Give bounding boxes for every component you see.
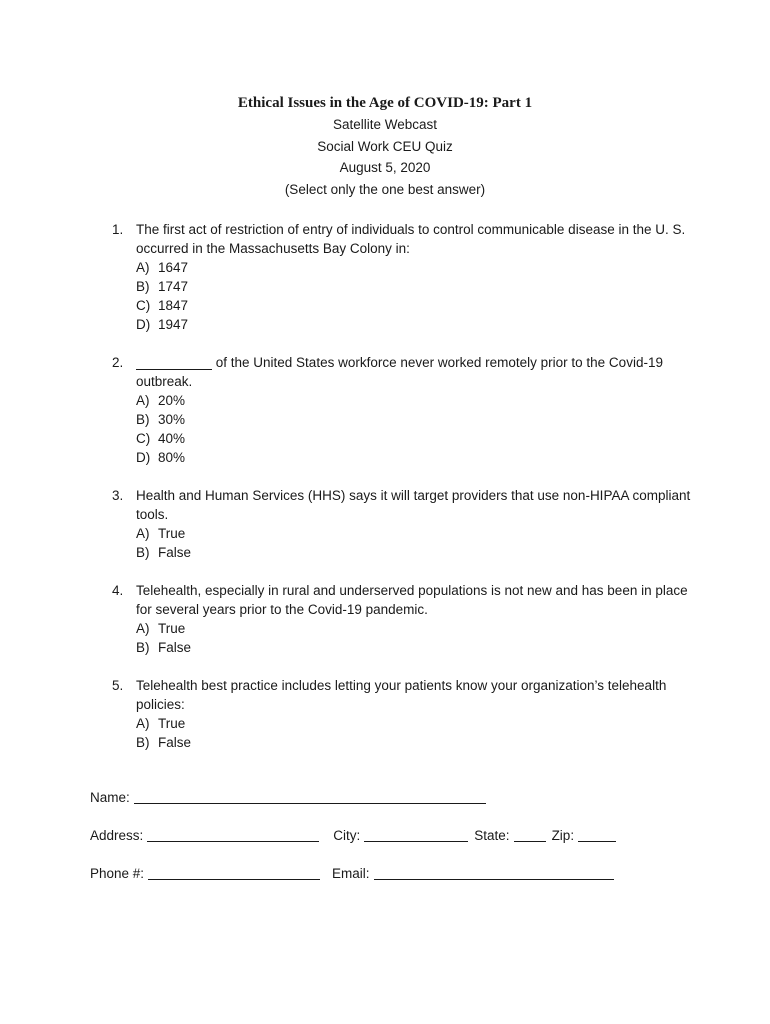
answer-option[interactable] — [136, 448, 692, 467]
city-field[interactable] — [364, 827, 468, 842]
option-letter: C) — [136, 431, 151, 446]
answer-option[interactable] — [136, 638, 692, 657]
option-text: True — [158, 716, 186, 731]
name-field-group — [90, 788, 486, 807]
option-text: True — [158, 526, 186, 541]
answer-option[interactable] — [136, 543, 692, 562]
question-text: The first act of restriction of entry of individuals to control communicable disease in the U. S. occurred in the Massachusetts Bay Colony in: — [136, 222, 686, 256]
option-letter: A) — [136, 716, 150, 731]
city-field-group — [333, 826, 468, 845]
answer-options — [136, 524, 692, 562]
question-text-after-blank: of the United States workforce never worked remotely prior to the Covid-19 outbreak. — [136, 355, 663, 389]
answer-option[interactable] — [136, 524, 692, 543]
option-letter: B) — [136, 279, 150, 294]
option-letter: B) — [136, 735, 150, 750]
answer-option[interactable] — [136, 619, 692, 638]
question-3 — [112, 486, 692, 562]
answer-option[interactable] — [136, 296, 692, 315]
quiz-date: August 5, 2020 — [339, 160, 431, 175]
option-text: 30% — [158, 412, 186, 427]
question-number: 1. — [112, 222, 124, 237]
state-field-group — [474, 826, 545, 845]
option-text: 40% — [158, 431, 186, 446]
option-text: 1647 — [158, 260, 189, 275]
address-field-group — [90, 826, 319, 845]
question-text: Telehealth, especially in rural and underserved populations is not new and has been in place for several years prior to the Covid-19 pandemic. — [136, 583, 688, 617]
address-row — [90, 826, 710, 845]
answer-options — [136, 714, 692, 752]
option-text: False — [158, 735, 192, 750]
question-text — [136, 353, 692, 391]
option-text: True — [158, 621, 186, 636]
option-text: 1947 — [158, 317, 189, 332]
zip-field[interactable] — [578, 827, 616, 842]
contact-form — [90, 788, 710, 902]
question-number: 3. — [112, 488, 124, 503]
quiz-instructions: (Select only the one best answer) — [284, 181, 486, 197]
phone-field-group — [90, 864, 320, 883]
zip-field-group — [552, 826, 617, 845]
email-field-group — [332, 864, 614, 883]
question-number: 4. — [112, 583, 124, 598]
name-row — [90, 788, 710, 807]
option-text: False — [158, 545, 192, 560]
option-text: 1747 — [158, 279, 189, 294]
question-1 — [112, 220, 692, 334]
question-text: Telehealth best practice includes letting your patients know your organization’s telehealth policies: — [136, 678, 667, 712]
answer-options — [136, 619, 692, 657]
address-label: Address: — [90, 828, 144, 843]
option-text: False — [158, 640, 192, 655]
zip-label: Zip: — [551, 828, 575, 843]
option-letter: D) — [136, 317, 151, 332]
answer-option[interactable] — [136, 258, 692, 277]
answer-option[interactable] — [136, 733, 692, 752]
name-field[interactable] — [134, 789, 486, 804]
answer-options — [136, 391, 692, 467]
city-label: City: — [333, 828, 361, 843]
answer-option[interactable] — [136, 315, 692, 334]
question-5 — [112, 676, 692, 752]
state-field[interactable] — [514, 827, 546, 842]
answer-option[interactable] — [136, 714, 692, 733]
question-4 — [112, 581, 692, 657]
email-field[interactable] — [374, 865, 614, 880]
answer-option[interactable] — [136, 410, 692, 429]
question-number: 2. — [112, 355, 124, 370]
subtitle-quiz: Social Work CEU Quiz — [317, 138, 453, 154]
option-letter: D) — [136, 450, 151, 465]
phone-field[interactable] — [148, 865, 320, 880]
question-list — [112, 220, 692, 771]
question-text: Health and Human Services (HHS) says it will target providers that use non-HIPAA compliant tools. — [136, 488, 691, 522]
option-letter: A) — [136, 260, 150, 275]
state-label: State: — [474, 828, 510, 843]
subtitle-webcast: Satellite Webcast — [332, 117, 438, 132]
quiz-header — [0, 92, 770, 200]
option-letter: C) — [136, 298, 151, 313]
option-letter: B) — [136, 545, 150, 560]
option-letter: A) — [136, 621, 150, 636]
option-text: 80% — [158, 450, 186, 465]
option-letter: B) — [136, 412, 150, 427]
answer-option[interactable] — [136, 391, 692, 410]
question-2 — [112, 353, 692, 467]
fill-in-blank[interactable] — [136, 355, 212, 370]
name-label: Name: — [90, 790, 130, 805]
email-label: Email: — [332, 866, 370, 881]
answer-option[interactable] — [136, 277, 692, 296]
address-field[interactable] — [147, 827, 319, 842]
answer-options — [136, 258, 692, 334]
option-letter: B) — [136, 640, 150, 655]
option-text: 20% — [158, 393, 186, 408]
option-letter: A) — [136, 526, 150, 541]
phone-label: Phone #: — [90, 866, 145, 881]
option-text: 1847 — [158, 298, 189, 313]
answer-option[interactable] — [136, 429, 692, 448]
option-letter: A) — [136, 393, 150, 408]
question-number: 5. — [112, 678, 124, 693]
page-title: Ethical Issues in the Age of COVID-19: Part 1 — [237, 95, 533, 111]
phone-row — [90, 864, 710, 883]
